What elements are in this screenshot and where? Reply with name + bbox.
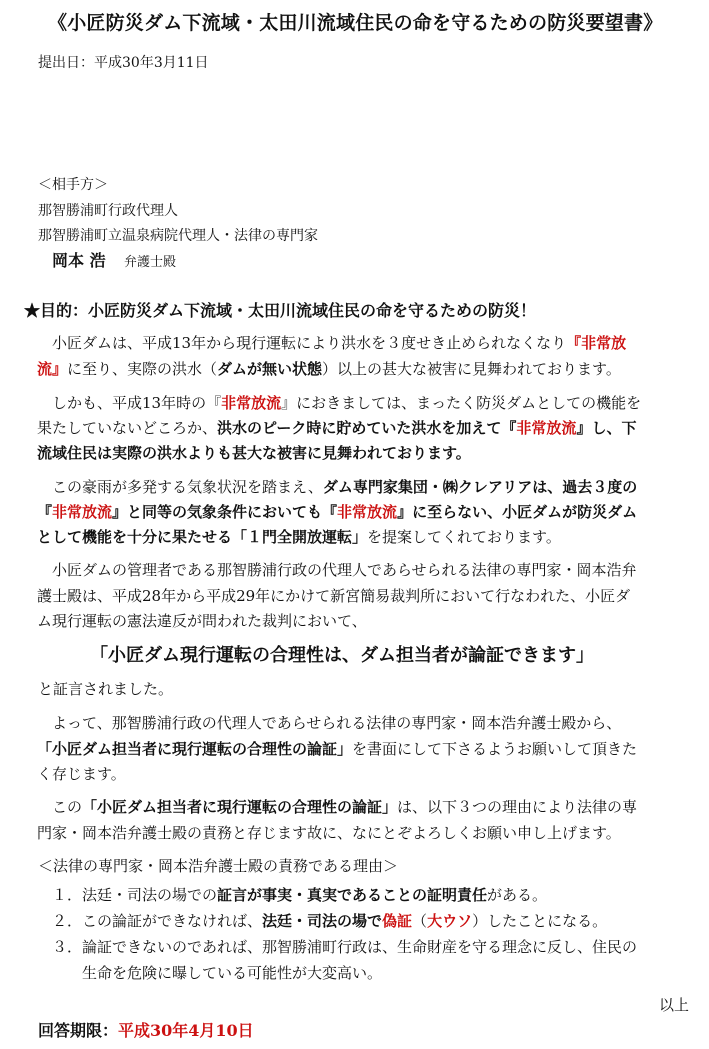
reason-item-1: １．法廷・司法の場での証言が事実・真実であることの証明責任がある。	[52, 886, 548, 904]
paragraph-3-line-1: この豪雨が多発する気象状況を踏まえ、ダム専門家集団・㈱クレアリアは、過去３度の	[52, 478, 638, 496]
paragraph-4-line-3: ム現行運転の憲法違反が問われた裁判において、	[37, 612, 367, 630]
purpose-heading: ★目的：小匠防災ダム下流域・太田川流域住民の命を守るための防災！	[24, 301, 537, 320]
paragraph-2-line-3: 流域住民は実際の洪水よりも甚大な被害に見舞われております。	[37, 444, 471, 462]
paragraph-5-line-2: 「小匠ダム担当者に現行運転の合理性の論証」を書面にして下さるようお願いして頂きた	[37, 740, 638, 758]
paragraph-2-line-1: しかも、平成13年時の『非常放流』におきましては、まったく防災ダムとしての機能を	[52, 394, 642, 412]
paragraph-1-line-1: 小匠ダムは、平成13年から現行運転により洪水を３度せき止められなくなり『非常放	[52, 334, 627, 352]
document-title: 《小匠防災ダム下流域・太田川流域住民の命を守るための防災要望書》	[48, 12, 663, 34]
closing-mark: 以上	[658, 996, 689, 1014]
paragraph-5-line-3: く存じます。	[37, 765, 126, 783]
testimony-followup: と証言されました。	[38, 680, 174, 698]
recipient-line-1: 那智勝浦町行政代理人	[38, 203, 178, 219]
reason-item-2: ２．この論証ができなければ、法廷・司法の場で偽証（大ウソ）したことになる。	[52, 912, 608, 930]
paragraph-6-line-1: この「小匠ダム担当者に現行運転の合理性の論証」は、以下３つの理由により法律の専	[52, 798, 638, 816]
paragraph-3-line-2: 『非常放流』と同等の気象条件においても『非常放流』に至らない、小匠ダムが防災ダム	[37, 503, 638, 521]
reply-deadline: 回答期限：平成30年4月10日	[38, 1021, 254, 1040]
paragraph-4-line-1: 小匠ダムの管理者である那智勝浦行政の代理人であらせられる法律の専門家・岡本浩弁	[52, 561, 637, 579]
reason-item-3-line-2: 生命を危険に曝している可能性が大変高い。	[82, 964, 383, 982]
paragraph-5-line-1: よって、那智勝浦行政の代理人であらせられる法律の専門家・岡本浩弁護士殿から、	[52, 714, 622, 732]
paragraph-1-line-2: 流』に至り、実際の洪水（ダムが無い状態）以上の甚大な被害に見舞われております。	[37, 360, 621, 378]
paragraph-2-line-2: 果たしていないどころか、洪水のピーク時に貯めていた洪水を加えて『非常放流』し、下	[37, 419, 637, 437]
paragraph-6-line-2: 門家・岡本浩弁護士殿の責務と存じます故に、なにとぞよろしくお願い申し上げます。	[37, 824, 621, 842]
submission-date: 提出日：平成30年3月11日	[38, 55, 209, 71]
recipient-label: ＜相手方＞	[38, 177, 108, 193]
paragraph-3-line-3: として機能を十分に果たせる「１門全開放運転」を提案してくれております。	[37, 528, 561, 546]
testimony-quote: 「小匠ダム現行運転の合理性は、ダム担当者が論証できます」	[90, 645, 594, 666]
reason-item-3-line-1: ３．論証できないのであれば、那智勝浦町行政は、生命財産を守る理念に反し、住民の	[52, 938, 638, 956]
paragraph-4-line-2: 護士殿は、平成28年から平成29年にかけて新宮簡易裁判所において行なわれた、小匠ダ	[37, 587, 631, 605]
reasons-heading: ＜法律の専門家・岡本浩弁護士殿の責務である理由＞	[38, 857, 399, 875]
recipient-name: 岡本 浩	[52, 251, 106, 270]
recipient-line-2: 那智勝浦町立温泉病院代理人・法律の専門家	[38, 228, 318, 244]
recipient-honorific: 弁護士殿	[124, 255, 177, 270]
